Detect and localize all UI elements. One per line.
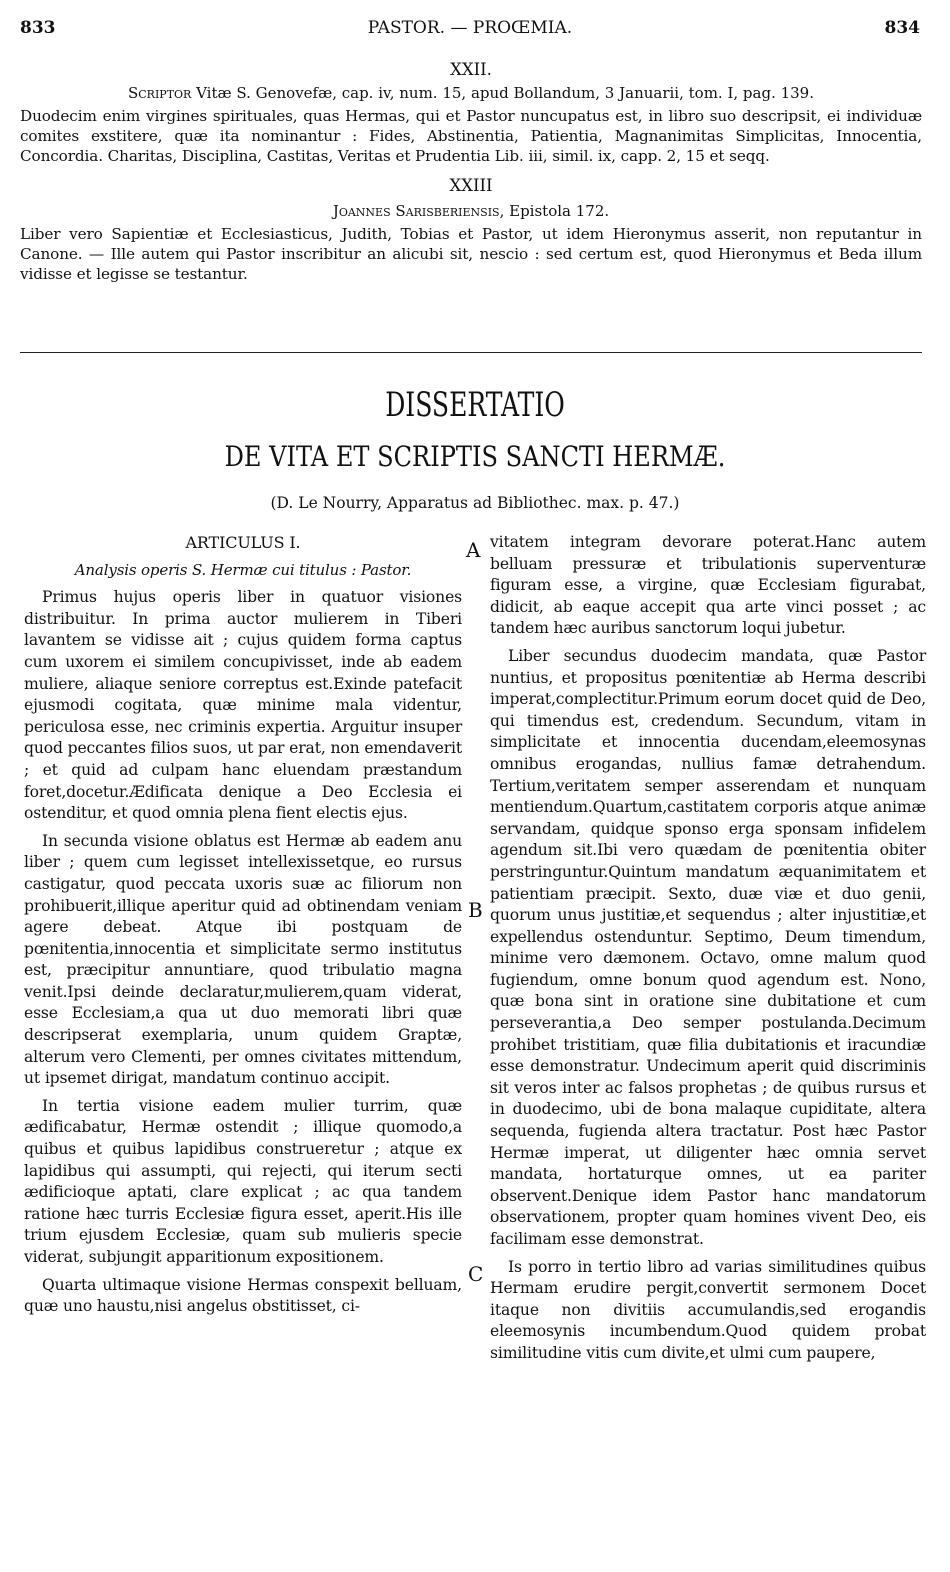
section-number-22: XXII.	[450, 60, 492, 79]
margin-letter-a: A	[466, 538, 481, 562]
testimonia-block	[20, 60, 922, 284]
article-heading: ARTICULUS I.	[185, 533, 301, 552]
section-22-source: Scriptor Vitæ S. Genovefæ, cap. iv, num. 15, apud Bollandum, 3 Januarii, tom. I, pag. 139.	[127, 84, 814, 102]
dissertation-subtitle: DE VITA ET SCRIPTIS SANCTI HERMÆ.	[224, 440, 726, 473]
paragraph: In secunda visione oblatus est Hermæ ab eadem anu liber ; quem cum legisset intellexissetque, eo rursus castigatur, quod peccata uxoris suæ ac filiorum non prohibuerit,illique aperitur quid ad obtinendam veniam agere debeat. Atque ibi postquam de pœnitentia,innocentia et simplicitate sermo institutus est, præcipitur annuntiare, quod tribulatio magna venit.Ipsi deinde declaratur,mulierem,quam viderat, esse Ecclesiam,a qua ut duo memorati libri quæ descripserat exemplaria, unum quidem Graptæ, alterum vero Clementi, per omnes civitates mittendum, ut ipsemet dirigat, mandatum continuo accipit.	[24, 831, 462, 1088]
margin-letter-c: C	[468, 1262, 484, 1286]
paragraph: vitatem integram devorare poterat.Hanc autem belluam pressuræ et tribulationis superventuræ figuram esse, a virgine, quæ Ecclesiam figurabat, didicit, ab eaque accepit qua arte vinci posset ; ac tandem hæc auribus sanctorum loqui jubetur.	[490, 533, 926, 638]
dissertation-title: DISSERTATIO	[385, 385, 565, 425]
section-divider	[20, 352, 922, 353]
section-23-source: Joannes Sarisberiensis, Epistola 172.	[332, 202, 610, 220]
section-23-text: Liber vero Sapientiæ et Ecclesiasticus, Judith, Tobias et Pastor, ut idem Hieronymus asserit, non reputantur in Canone. — Ille autem qui Pastor inscribitur an alicubi sit, nescio : sed certum est, quod Hieronymus et Beda illum vidisse et legisse se testantur.	[20, 225, 922, 283]
section-number-23: XXIII	[449, 176, 493, 195]
left-column	[24, 532, 462, 1324]
running-title: PASTOR. — PROŒMIA.	[367, 18, 573, 38]
running-header	[20, 18, 920, 44]
paragraph: In tertia visione eadem mulier turrim, quæ ædificabatur, Hermæ ostendit ; illique quomodo,a quibus et quibus lapidibus construeretur ; atque ex lapidibus qui assumpti, qui rejecti, qui iterum secti ædificioque aptati, clare explicat ; ac qua tandem ratione hæc turris Ecclesiæ figura esset, aperit.His ille trium ejusdem Ecclesiæ, quam sub mulieris specie viderat, subjungit apparitionum expositionem.	[24, 1096, 462, 1266]
page-number-right: 834	[884, 18, 920, 38]
paragraph: Quarta ultimaque visione Hermas conspexit belluam, quæ uno haustu,nisi angelus obstitisset, ci-	[24, 1275, 462, 1316]
right-column	[490, 532, 926, 1371]
margin-letter-b: B	[468, 898, 483, 922]
article-subheading: Analysis operis S. Hermæ cui titulus : Pastor.	[74, 560, 412, 579]
paragraph: Primus hujus operis liber in quatuor visiones distribuitur. In prima auctor mulierem in Tiberi lavantem se vidisse ait ; cujus quidem forma captus cum uxorem ei similem concupivisset, inde ab eadem muliere, aliaque seniore correptus est.Exinde patefacit ejusmodi cogitata, quæ minime mala videntur, periculosa esse, nec criminis expertia. Arguitur insuper quod peccantes filios suos, ut par erat, non emendaverit ; et quid ad culpam hanc eluendam præstandum foret,docetur.Ædificata denique a Deo Ecclesia ei ostenditur, et quod omnia plena fient electis ejus.	[24, 588, 462, 823]
section-22-text: Duodecim enim virgines spirituales, quas Hermas, qui et Pastor nuncupatus est, in libro suo descripsit, ei individuæ comites exstitere, quæ ita nominantur : Fides, Abstinentia, Patientia, Magnanimitas Simplicitas, Innocentia, Concordia. Charitas, Disciplina, Castitas, Veritas et Prudentia Lib. iii, simil. ix, capp. 2, 15 et seqq.	[20, 107, 922, 165]
page-number-left: 833	[20, 18, 56, 38]
paragraph: Is porro in tertio libro ad varias similitudines quibus Hermam erudire pergit,convertit sermonem Docet itaque non divitiis accumulandis,sed erogandis eleemosynis incumbendum.Quod quidem probat similitudine vitis cum divite,et ulmi cum paupere,	[490, 1257, 926, 1362]
paragraph: Liber secundus duodecim mandata, quæ Pastor nuntius, et propositus pœnitentiæ ab Herma describi imperat,complectitur.Primum eorum docet quid de Deo, qui timendus est, credendum. Secundum, vitam in simplicitate et innocentia ducendam,eleemosynas omnibus erogandas, nullius famæ detrahendum. Tertium,veritatem semper asserendam et nunquam mentiendum.Quartum,castitatem corporis atque animæ servandam, quidque sponso erga sponsam infidelem agendum sit.Ibi vero quædam de pœnitentia obiter perstringuntur.Quintum mandatum æquanimitatem et patientiam præcipit. Sexto, duæ viæ et duo genii, quorum unus justitiæ,et sequendus ; alter injustitiæ,et expellendus ostenduntur. Septimo, Deum timendum, minime vero dæmonem. Octavo, omne malum quod fugiendum, omne bonum quod agendum est. Nono, quæ bona sint in oratione sine dubitatione et cum perseverantia,a Deo semper postulanda.Decimum prohibet tristitiam, quæ filia dubitationis et iracundiæ esse demonstratur. Undecimum aperit quid discriminis sit veros inter ac falsos prophetas ; de quibus rursus et in duodecimo, ubi de bona malaque cupiditate, altera sequenda, fugienda altera tractatur. Post hæc Pastor Hermæ imperat, ut diligenter hæc omnia servet mandata, hortaturque omnes, ut ea pariter observent.Denique idem Pastor hanc mandatorum observationem, propter quam homines vivent Deo, eis facilimam esse demonstrat.	[490, 646, 926, 1248]
dissertation-source: (D. Le Nourry, Apparatus ad Bibliothec. max. p. 47.)	[270, 494, 680, 512]
